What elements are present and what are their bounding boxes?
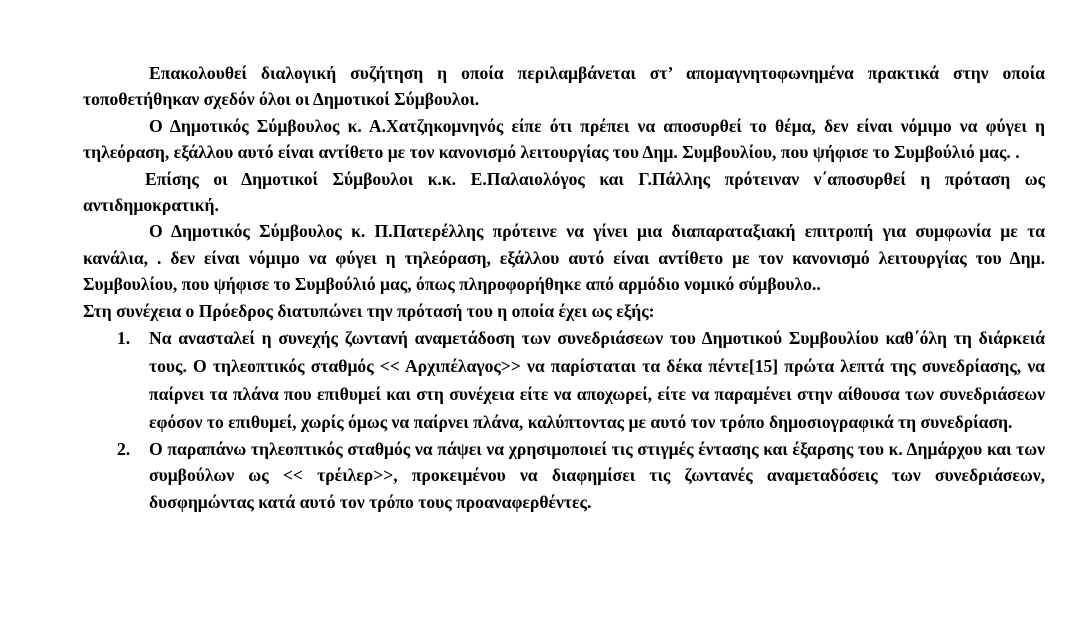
paragraph-discussion: Επακολουθεί διαλογική συζήτηση η οποία περιλαμβάνεται στ’ απομαγνητοφωνημένα πρακτικά στην οποία τοποθετήθηκαν σχεδόν όλοι οι Δημοτικοί Σύμβουλοι. [83,63,1045,110]
list-item-text: Ο παραπάνω τηλεοπτικός σταθμός να πάψει να χρησιμοποιεί τις στιγμές έντασης και έξαρσης του κ. Δημάρχου και των συμβούλων ως << τρέιλερ>>, προκειμένου να διαφημίσει τις ζωντανές αναμεταδόσεις των συνεδριάσεων, δυσφημώντας κατά αυτό τον τρόπο τους προαναφερθέντες. [149,439,1045,512]
document-body [83,60,1045,515]
paragraph-chatzikomninos: Ο Δημοτικός Σύμβουλος κ. Α.Χατζηκομνηνός είπε ότι πρέπει να αποσυρθεί το θέμα, δεν είναι νόμιμο να φύγει η τηλεόραση, εξάλλου αυτό είναι αντίθετο με τον κανονισμό λειτουργίας του Δημ. Συμβουλίου, που ψήφισε το Συμβούλιό μας. . [83,115,1045,163]
paragraph-paterellis: Ο Δημοτικός Σύμβουλος κ. Π.Πατερέλλης πρότεινε να γίνει μια διαπαραταξιακή επιτροπή για συμφωνία με τα κανάλια, . δεν είναι νόμιμο να φύγει η τηλεόραση, εξάλλου αυτό είναι αντίθετο με τον κανονισμό λειτουργίας του Δημ. Συμβουλίου, που ψήφισε το Συμβούλιό μας, όπως πληροφορήθηκε από αρμόδιο νομικό σύμβουλο.. [83,221,1045,295]
list-item-text: Να ανασταλεί η συνεχής ζωντανή αναμετάδοση των συνεδριάσεων του Δημοτικού Συμβουλίου καθ΄όλη τη διάρκειά τους. Ο τηλεοπτικός σταθμός << Αρχιπέλαγος>> να παρίσταται τα δέκα πέντε[15] πρώτα λεπτά της συνεδρίασης, να παίρνει τα πλάνα που επιθυμεί και στη συνέχεια είτε να αποχωρεί, είτε να παραμένει στην αίθουσα των συνεδριάσεων εφόσον το επιθυμεί, χωρίς όμως να παίρνει πλάνα, καλύπτοντας με αυτό τον τρόπο δημοσιογραφικά τη συνεδρίαση. [149,328,1045,433]
list-item [83,436,1045,515]
paragraph-palaiologos-pallis: Επίσης οι Δημοτικοί Σύμβουλοι κ.κ. Ε.Παλαιολόγος και Γ.Πάλλης πρότειναν ν΄αποσυρθεί η πρόταση ως αντιδημοκρατική. [83,168,1045,216]
proposal-list [83,324,1045,515]
list-item [83,324,1045,436]
paragraph-president-proposal: Στη συνέχεια ο Πρόεδρος διατυπώνει την πρότασή του η οποία έχει ως εξής: [83,300,655,321]
list-item-number: 1. [117,328,131,349]
list-item-number: 2. [117,439,131,460]
